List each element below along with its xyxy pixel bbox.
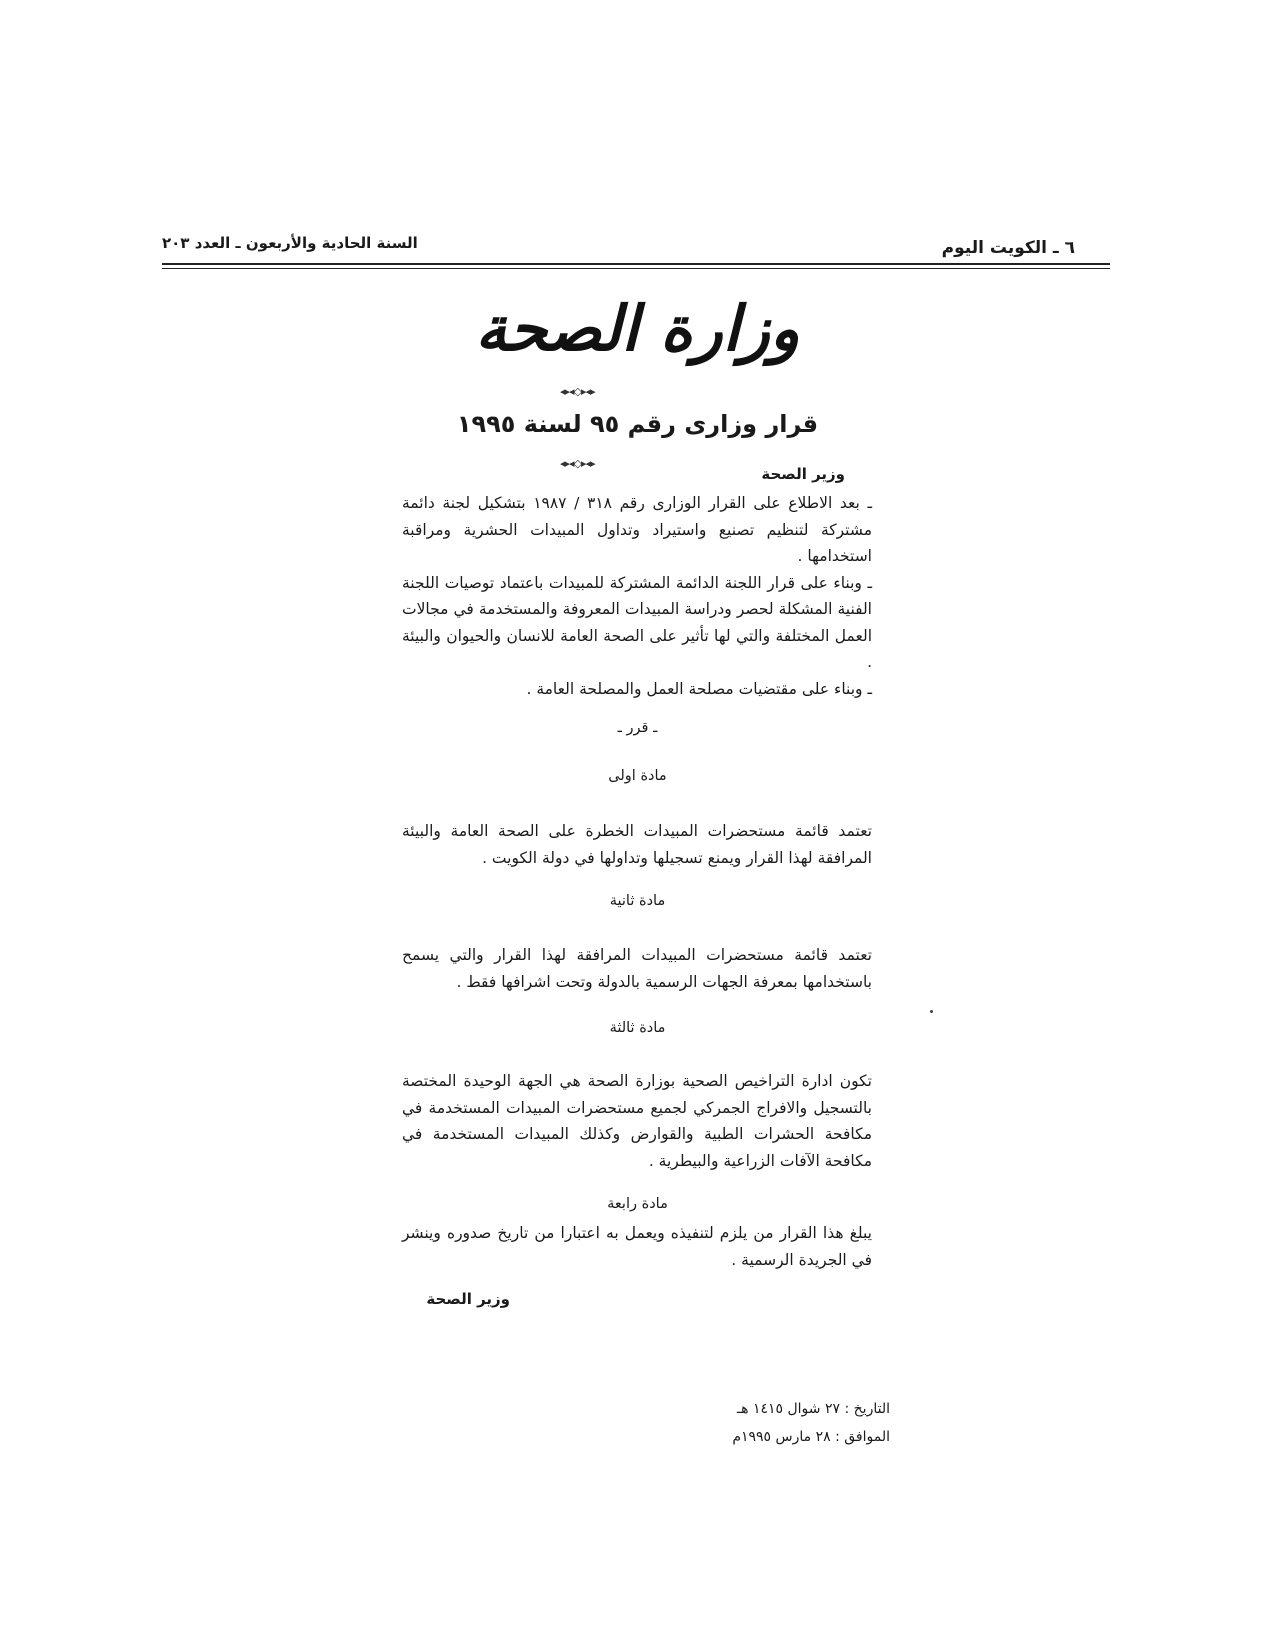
article-text: تكون ادارة التراخيص الصحية بوزارة الصحة هي الجهة الوحيدة المختصة بالتسجيل والافراج الجمركي لجميع مستحضرات المبيدات المستخدمة في مكافحة الحشرات الطبية والقوارض وكذلك المبيدات المستخدمة في مكافحة الآفات الزراعية والبيطرية .: [402, 1072, 872, 1170]
scan-speck: [930, 1010, 933, 1013]
ministry-title: وزارة الصحة: [475, 292, 800, 365]
article-text: تعتمد قائمة مستحضرات المبيدات الخطرة على الصحة العامة والبيئة المرافقة لهذا القرار ويمنع تسجيلها وتداولها في دولة الكويت .: [402, 822, 872, 867]
decided-label: ـ قرر ـ: [617, 720, 658, 736]
preamble-paragraph: ـ وبناء على مقتضيات مصلحة العمل والمصلحة العامة .: [526, 679, 872, 698]
article-title: مادة ثانية: [609, 893, 666, 909]
ornament-divider: ◂▸◂◇▸◂▸: [560, 457, 595, 470]
ornament-divider: ◂▸◂◇▸◂▸: [560, 385, 595, 398]
preamble-paragraph: ـ بعد الاطلاع على القرار الوزارى رقم ٣١٨ / ١٩٨٧ بتشكيل لجنة دائمة مشتركة لتنظيم تصنيع واستيراد وتداول المبيدات الحشرية ومراقبة استخدامها .: [402, 494, 873, 565]
preamble-issuer: وزير الصحة: [761, 465, 845, 483]
decree-dates: [732, 1395, 890, 1451]
header-rule: [162, 263, 1110, 265]
article-title: مادة اولى: [608, 768, 667, 784]
running-header-issue: السنة الحادية والأربعون ـ العدد ٢٠٣: [162, 234, 418, 252]
minister-signature: وزير الصحة: [426, 1290, 510, 1308]
header-rule-thin: [162, 268, 1110, 269]
article-text: يبلغ هذا القرار من يلزم لتنفيذه ويعمل به اعتبارا من تاريخ صدوره وينشر في الجريدة الرسمية .: [402, 1224, 872, 1269]
gregorian-date: الموافق : ٢٨ مارس ١٩٩٥م: [732, 1429, 890, 1445]
article-text: تعتمد قائمة مستحضرات المبيدات المرافقة لهذا القرار والتي يسمح باستخدامها بمعرفة الجهات الرسمية بالدولة وتحت اشرافها فقط .: [402, 946, 872, 991]
preamble-paragraph: ـ وبناء على قرار اللجنة الدائمة المشتركة للمبيدات باعتماد توصيات اللجنة الفنية المشكلة لحصر ودراسة المبيدات المعروفة والمستخدمة في مجالات العمل المختلفة والتي لها تأثير على الصحة العامة للانسان والحيوان والبيئة .: [402, 573, 872, 671]
decree-title: قرار وزارى رقم ٩٥ لسنة ١٩٩٥: [456, 410, 819, 438]
running-header-page: ٦ ـ الكويت اليوم: [941, 238, 1075, 258]
article-title: مادة رابعة: [607, 1196, 668, 1212]
preamble-text: [402, 490, 872, 702]
hijri-date: التاريخ : ٢٧ شوال ١٤١٥ هـ: [737, 1401, 890, 1417]
article-title: مادة ثالثة: [609, 1020, 666, 1036]
